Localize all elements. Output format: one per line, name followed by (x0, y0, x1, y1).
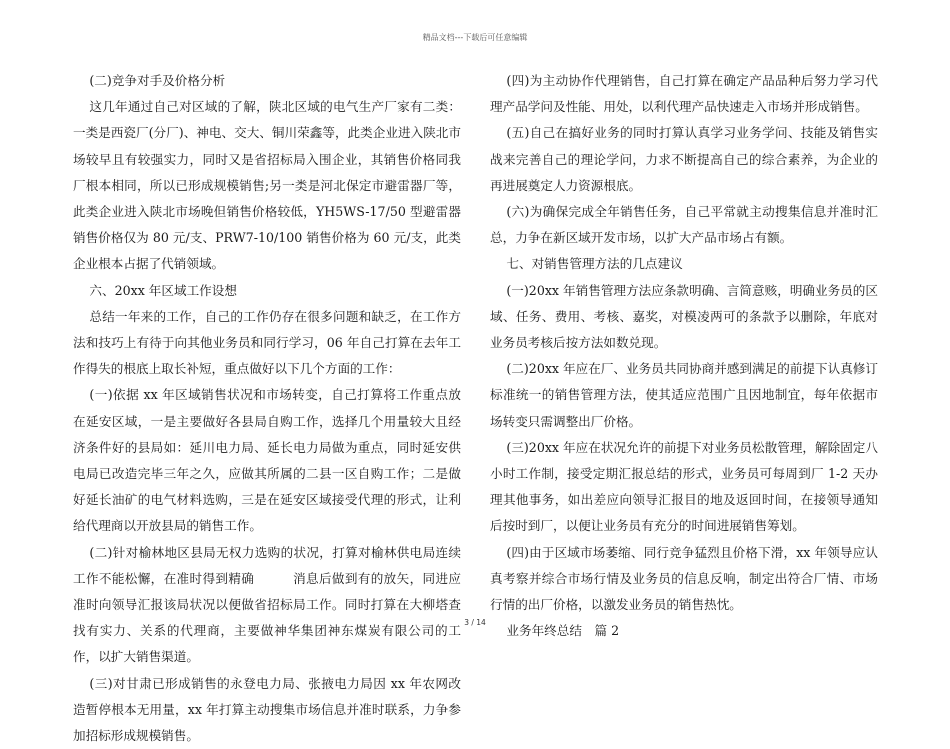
heading-management-suggestions: 七、对销售管理方法的几点建议 (506, 256, 683, 272)
left-column (73, 68, 461, 749)
paragraph-summary: 总结一年来的工作，自己的工作仍存在很多问题和缺乏，在工作方法和技巧上有待于向其他业务员和同行学习，06 年自己打算在去年工作得失的根底上取长补短，重点做好以下几个方面的工作： (73, 308, 461, 377)
heading-competitor-analysis: (二)竞争对手及价格分析 (89, 73, 226, 88)
right-column (490, 68, 878, 644)
paragraph-suggestion-4: (四)由于区域市场萎缩、同行竞争猛烈且价格下滑，xx 年领导应认真考察并综合市场行情及业务员的信息反响，制定出符合厂情、市场行情的出厂价格，以激发业务员的销售热忱。 (490, 544, 878, 613)
paragraph-item-6: (六)为确保完成全年销售任务，自己平常就主动搜集信息并准时汇总，力争在新区域开发市场，以扩大产品市场占有额。 (490, 204, 878, 246)
heading-work-plan: 六、20xx 年区域工作设想 (89, 282, 237, 298)
heading-next-section: 业务年终总结 篇 2 (506, 623, 620, 639)
paragraph-item-5: (五)自己在搞好业务的同时打算认真学习业务学问、技能及销售实战来完善自己的理论学问，力求不断提高自己的综合素养，为企业的再进展奠定人力资源根底。 (490, 125, 878, 193)
paragraph-item-4: (四)为主动协作代理销售，自己打算在确定产品品种后努力学习代理产品学问及性能、用处，以利代理产品快速走入市场并形成销售。 (490, 73, 878, 115)
page-header: 精品文档---下载后可任意编辑 (422, 33, 528, 42)
paragraph-suggestion-1: (一)20xx 年销售管理方法应条款明确、言简意赅，明确业务员的区域、任务、费用、考核、嘉奖，对模凌两可的条款予以删除，年底对业务员考核后按方法如数兑现。 (490, 282, 878, 351)
paragraph-item-3: (三)对甘肃已形成销售的永登电力局、张掖电力局因 xx 年农网改造暂停根本无用量，xx 年打算主动搜集市场信息并准时联系，力争参加招标形成规模销售。 (73, 675, 461, 744)
paragraph-suggestion-3: (三)20xx 年应在状况允许的前提下对业务员松散管理，解除固定八小时工作制，接受定期汇报总结的形式，业务员可每周到厂 1-2 天办理其他事务，如出差应向领导汇报目的地及返回时间，在接领导通知后按时到厂，以便让业务员有充分的时间进展销售筹划。 (490, 439, 878, 534)
paragraph-item-1: (一)依据 xx 年区域销售状况和市场转变，自己打算将工作重点放在延安区域，一是主要做好各县局自购工作，选择几个用量较大且经济条件好的县局如：延川电力局、延长电力局做为重点，同时延安供电局已改造完毕三年之久，应做其所属的二县一区自购工作；二是做好延长油矿的电气材料选购，三是在延安区域接受代理的形式，让利给代理商以开放县局的销售工作。 (73, 387, 461, 534)
paragraph-suggestion-2: (二)20xx 年应在厂、业务员共同协商并感到满足的前提下认真修订标准统一的销售管理方法，使其适应范围广且因地制宜，每年依据市场转变只需调整出厂价格。 (490, 361, 878, 429)
page-number: 3 / 14 (464, 618, 486, 627)
paragraph-competitors: 这几年通过自己对区域的了解，陕北区域的电气生产厂家有二类：一类是西瓷厂(分厂)、神电、交大、铜川荣鑫等，此类企业进入陕北市场较早且有较强实力，同时又是省招标局入围企业，其销售价格同我厂根本相同，所以已形成规模销售;另一类是河北保定市避雷器厂等，此类企业进入陕北市场晚但销售价格较低，YH5WS-17/50 型避雷器销售价格仅为 80 元/支、PRW7-10/100 销售价格为 60 元/支，此类企业根本占据了代销领域。 (73, 99, 461, 272)
paragraph-item-2: (二)针对榆林地区县局无权力选购的状况，打算对榆林供电局连续工作不能松懈，在准时得到精确 消息后做到有的放矢，同进应准时向领导汇报该局状况以便做省招标局工作。同时打算在大柳塔查找有实力、关系的代理商，主要做神华集团神东煤炭有限公司的工作，以扩大销售渠道。 (73, 544, 461, 665)
